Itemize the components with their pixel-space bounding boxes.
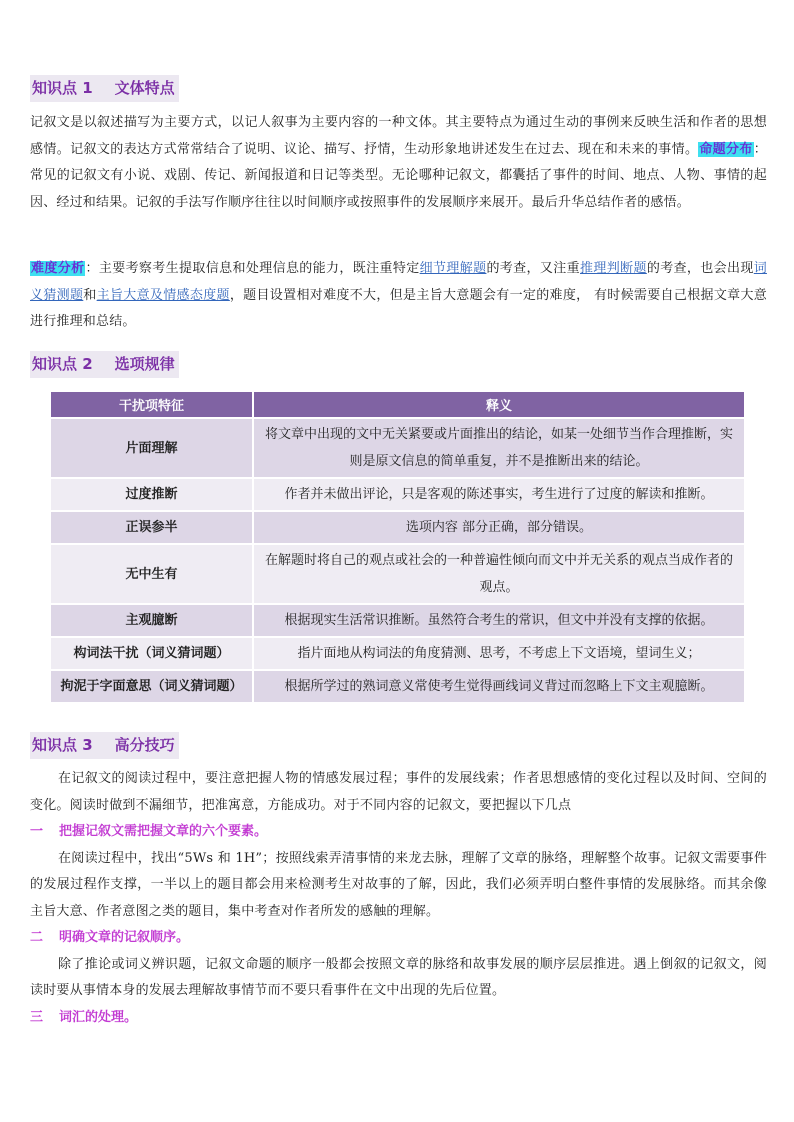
subheading-text: 明确文章的记叙顺序。 [59,930,190,945]
difficulty-paragraph [30,256,767,336]
link-detail-question[interactable]: 细节理解题 [419,261,487,276]
paragraph-text: ：主要考察考生提取信息和处理信息的能力，既注重特定 [85,261,420,276]
section-1-paragraph [30,110,767,216]
subheading-text: 把握记叙文需把握文章的六个要素。 [59,824,268,839]
table-row [51,479,744,510]
paragraph-text: 的考查，也会出现 [646,261,754,276]
subheading-2 [30,925,767,952]
subheading-number: 二 [30,930,44,945]
meaning-cell: 指片面地从构词法的角度猜测、思考，不考虑上下文语境，望词生义； [252,638,744,669]
paragraph-text: ：常见的记叙文有小说、戏剧、传记、新闻报道和日记等类型。无论哪种记叙文，都囊括了事件的时间、地点、人物、事情的起因、经过和结果。记叙的手法写作顺序往往以时间顺序或按照事件的发展顺序来展开。最后升华总结作者的感悟。 [30,141,767,210]
paragraph-text: 的考查，又注重 [486,261,580,276]
link-word-guess-question[interactable]: 词义猜测题 [30,261,767,303]
feature-cell: 构词法干扰（词义猜词题） [51,638,252,669]
highlight-tag: 难度分析 [31,261,85,276]
section-3-body [30,766,767,1031]
subheading-number: 三 [30,1009,44,1025]
section-title: 选项规律 [114,355,175,373]
subheading-number: 一 [30,824,44,839]
section-title: 高分技巧 [114,736,175,754]
table-row [51,419,744,477]
table-row [51,605,744,636]
subheading-text: 词汇的处理。 [59,1009,138,1025]
subsection-paragraph: 在阅读过程中，找出“5Ws 和 1H”；按照线索弄清事情的来龙去脉，理解了文章的脉络，理解整个故事。记叙文需要事件的发展过程作支撑，一半以上的题目都会用来检测考生对故事的了解，因此，我们必须弄明白整件事情的发展脉络。而其余像主旨大意、作者意图之类的题目，集中考查对作者所发的感触的理解。 [30,850,767,919]
section-heading-1 [30,75,179,102]
table-row [51,545,744,603]
feature-cell: 无中生有 [51,545,252,603]
section-number: 知识点 3 [32,736,93,754]
link-main-idea-question[interactable]: 主旨大意及情感态度题 [96,287,230,303]
feature-cell: 主观臆断 [51,605,252,636]
meaning-cell: 根据现实生活常识推断。虽然符合考生的常识，但文中并没有支撑的依据。 [252,605,744,636]
section-heading-2 [30,351,179,378]
feature-cell: 片面理解 [51,419,252,477]
table-row [51,671,744,702]
meaning-cell: 在解题时将自己的观点或社会的一种普遍性倾向而文中并无关系的观点当成作者的观点。 [252,545,744,603]
section-title: 文体特点 [114,79,175,97]
subheading-1 [30,819,767,846]
table-header-row [51,392,744,417]
paragraph-text: 记叙文是以叙述描写为主要方式，以记人叙事为主要内容的一种文体。其主要特点为通过生动的事例来反映生活和作者的思想感情。记叙文的表达方式常常结合了说明、议论、描写、抒情，生动形象地讲述发生在过去、现在和未来的事情。 [30,115,767,157]
feature-cell: 过度推断 [51,479,252,510]
paragraph-text: ，题目设置相对难度不大，但是主旨大意题会有一定的难度， 有时候需要自己根据文章大意进行推理和总结。 [30,287,767,329]
intro-paragraph: 在记叙文的阅读过程中，要注意把握人物的情感发展过程；事件的发展线索；作者思想感情的变化过程以及时间、空间的变化。阅读时做到不漏细节，把准寓意，方能成功。对于不同内容的记叙文，要把握以下几点 [30,771,767,813]
meaning-cell: 根据所学过的熟词意义常使考生觉得画线词义背过而忽略上下文主观臆断。 [252,671,744,702]
highlight-tag: 命题分布 [699,141,753,157]
table-header: 干扰项特征 [51,392,252,417]
subsection-paragraph: 除了推论或词义辨识题，记叙文命题的顺序一般都会按照文章的脉络和故事发展的顺序层层推进。遇上倒叙的记叙文，阅读时要从事情本身的发展去理解故事情节而不要只看事件在文中出现的先后位置。 [30,956,767,998]
feature-cell: 正误参半 [51,512,252,543]
table-row [51,512,744,543]
section-number: 知识点 2 [32,355,93,373]
table-row [51,638,744,669]
subheading-3 [30,1005,767,1032]
meaning-cell: 将文章中出现的文中无关紧要或片面推出的结论，如某一处细节当作合理推断，实则是原文信息的简单重复，并不是推断出来的结论。 [252,419,744,477]
feature-cell: 拘泥于字面意思（词义猜词题） [51,671,252,702]
link-inference-question[interactable]: 推理判断题 [580,261,647,276]
section-number: 知识点 1 [32,79,93,97]
meaning-cell: 选项内容 部分正确，部分错误。 [252,512,744,543]
table-header: 释义 [252,392,744,417]
section-heading-3 [30,732,179,759]
meaning-cell: 作者并未做出评论，只是客观的陈述事实，考生进行了过度的解读和推断。 [252,479,744,510]
paragraph-text: 和 [83,287,97,303]
distractor-table [51,390,744,704]
